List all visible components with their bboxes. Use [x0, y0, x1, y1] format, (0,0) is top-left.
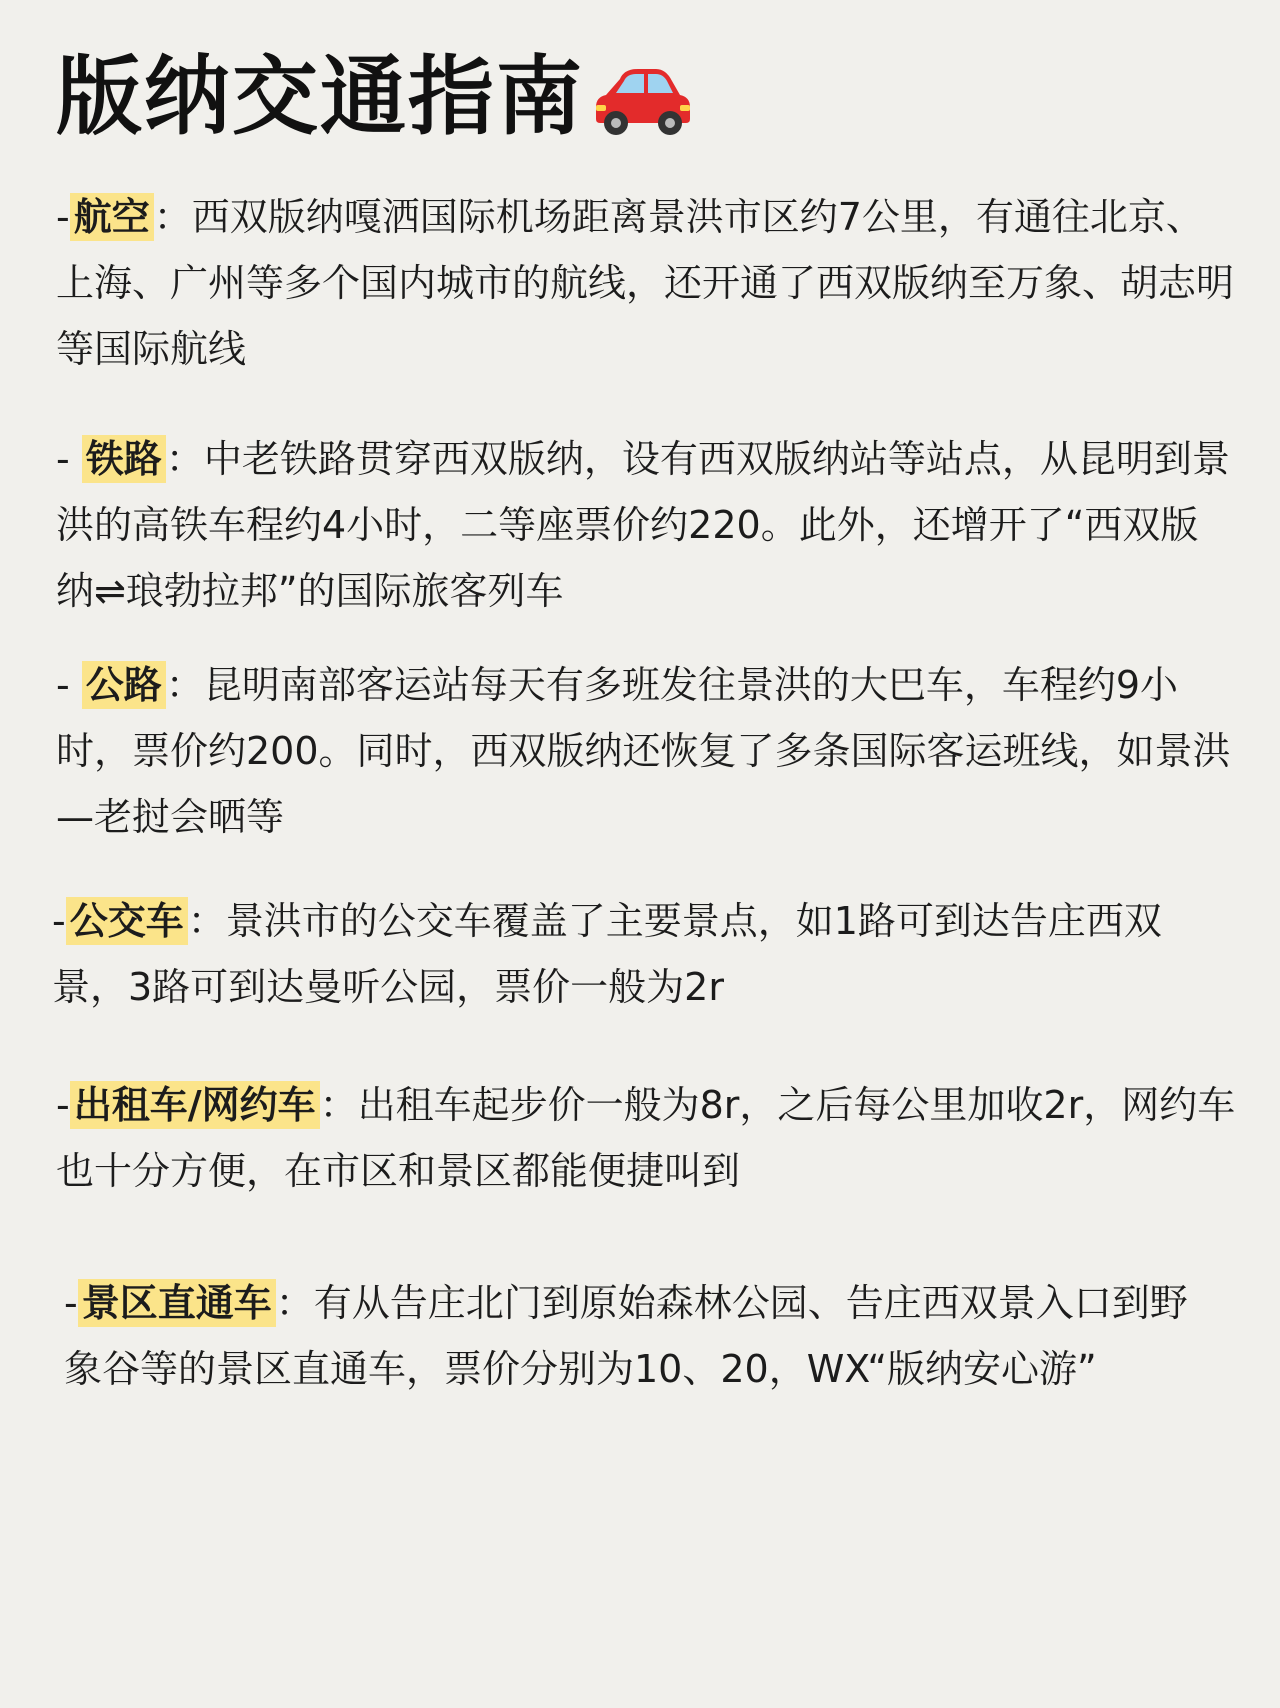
section-air — [56, 184, 1236, 382]
section-text-shuttle: 有从告庄北门到原始森林公园、告庄西双景入口到野象谷等的景区直通车，票价分别为10、20，WX“版纳安心游” — [64, 1281, 1188, 1391]
section-label-air: 航空 — [70, 193, 154, 241]
section-text-rail: 中老铁路贯穿西双版纳，设有西双版纳站等站点，从昆明到景洪的高铁车程约4小时，二等座票价约220。此外，还增开了“西双版纳⇌琅勃拉邦”的国际旅客列车 — [56, 437, 1230, 613]
section-shuttle — [64, 1270, 1224, 1402]
bullet-dash: - — [56, 195, 70, 239]
section-bus — [52, 888, 1232, 1020]
page-title — [56, 42, 692, 152]
section-taxi — [56, 1072, 1236, 1204]
section-text-bus: 景洪市的公交车覆盖了主要景点，如1路可到达告庄西双景，3路可到达曼听公园，票价一般为2r — [52, 899, 1162, 1009]
bullet-dash: - — [52, 899, 66, 943]
section-label-road: 公路 — [82, 661, 166, 709]
label-colon: ： — [275, 1281, 314, 1325]
section-road — [56, 652, 1236, 850]
label-colon: ： — [187, 899, 226, 943]
section-label-rail: 铁路 — [82, 435, 166, 483]
section-label-bus: 公交车 — [66, 897, 188, 945]
section-text-taxi: 出租车起步价一般为8r，之后每公里加收2r，网约车也十分方便，在市区和景区都能便捷叫到 — [56, 1083, 1236, 1193]
section-label-taxi: 出租车/网约车 — [70, 1081, 320, 1129]
label-colon: ： — [165, 663, 204, 707]
bullet-dash: - — [56, 663, 82, 707]
page-title-text: 版纳交通指南 — [56, 47, 584, 147]
bullet-dash: - — [64, 1281, 78, 1325]
label-colon: ： — [165, 437, 204, 481]
section-text-air: 西双版纳嘎洒国际机场距离景洪市区约7公里，有通往北京、上海、广州等多个国内城市的航线，还开通了西双版纳至万象、胡志明等国际航线 — [56, 195, 1235, 371]
label-colon: ： — [153, 195, 192, 239]
section-rail — [56, 426, 1236, 624]
section-text-road: 昆明南部客运站每天有多班发往景洪的大巴车，车程约9小时，票价约200。同时，西双版纳还恢复了多条国际客运班线，如景洪—老挝会晒等 — [56, 663, 1231, 839]
label-colon: ： — [319, 1083, 358, 1127]
bullet-dash: - — [56, 437, 82, 481]
section-label-shuttle: 景区直通车 — [78, 1279, 276, 1327]
bullet-dash: - — [56, 1083, 70, 1127]
car-icon — [592, 57, 692, 137]
